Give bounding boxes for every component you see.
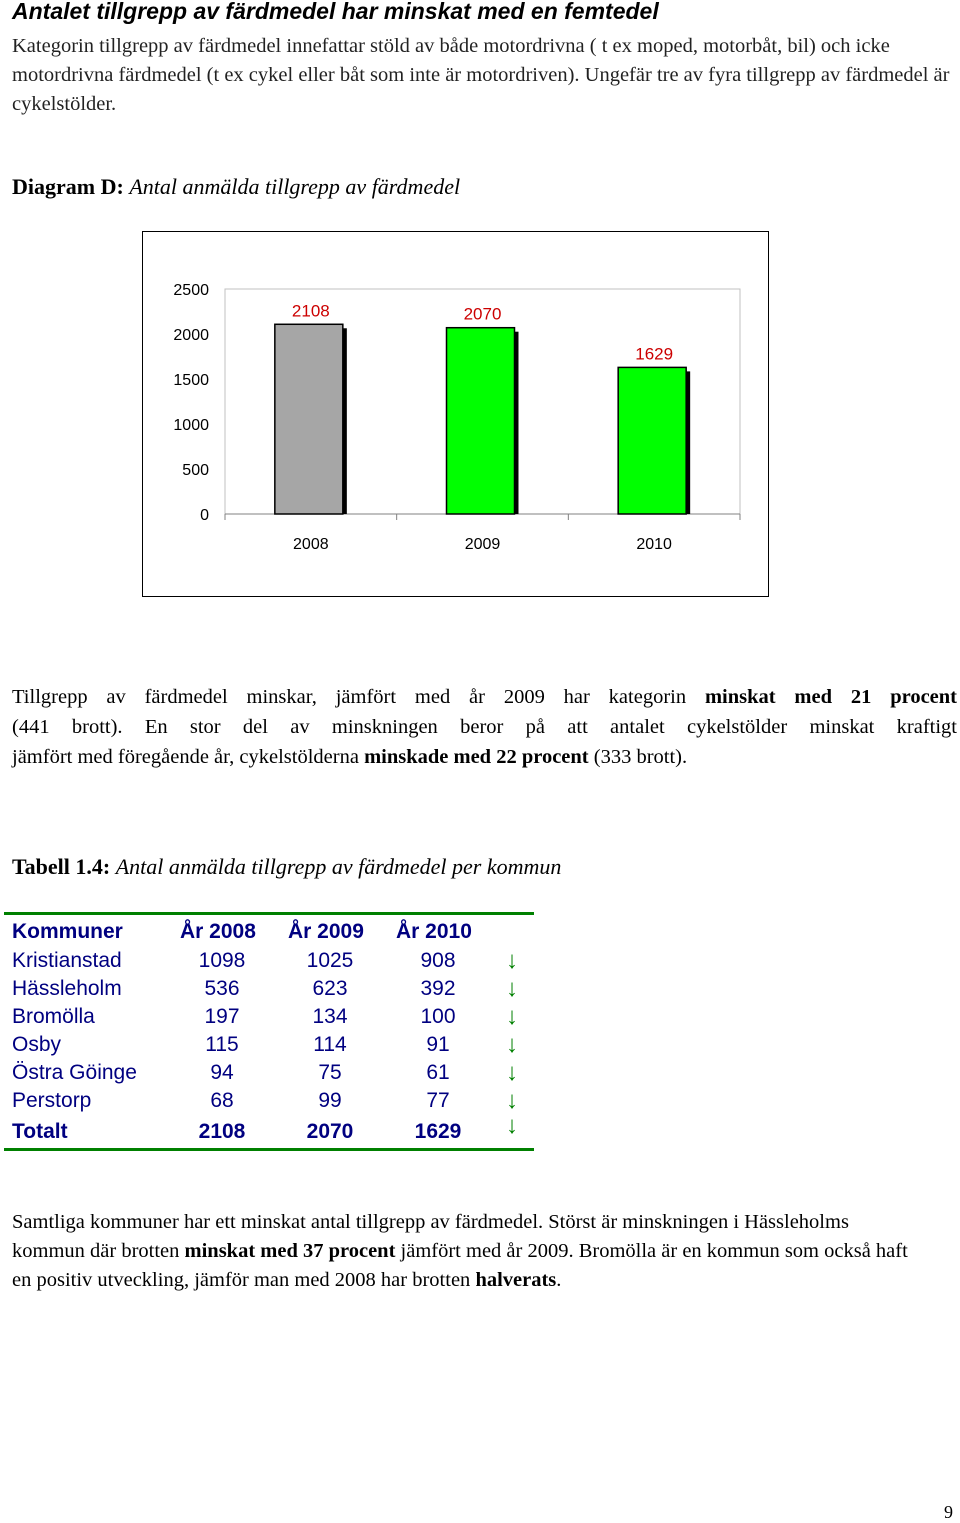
row-name: Perstorp (12, 1089, 92, 1112)
row-value-2010: 77 (426, 1089, 450, 1112)
total-label: Totalt (12, 1120, 68, 1143)
summary-text-e: . (556, 1269, 562, 1291)
row-value-2008: 1098 (198, 949, 246, 972)
table-row (4, 1003, 534, 1031)
table-bottom-rule (4, 1148, 534, 1151)
table-row (4, 947, 534, 975)
row-name: Östra Göinge (12, 1061, 137, 1084)
page-heading: Antalet tillgrepp av färdmedel har minskat med en femtedel (12, 0, 659, 24)
analysis-emphasis-2: minskade med 22 procent (364, 746, 589, 768)
y-tick-label: 2500 (173, 282, 209, 299)
analysis-text-2a: (441 brott). En stor del av minskningen beror på att antalet cykelstölder minskat kraftigt (12, 716, 957, 738)
row-value-2008: 68 (210, 1089, 234, 1112)
y-tick-label: 1000 (173, 417, 209, 434)
row-value-2008: 536 (204, 977, 240, 1000)
down-arrow-icon: ↓ (506, 1112, 518, 1139)
down-arrow-icon: ↓ (506, 975, 518, 1002)
y-tick-label: 500 (182, 462, 209, 479)
down-arrow-icon: ↓ (506, 1031, 518, 1058)
y-tick-label: 1500 (173, 372, 209, 389)
bar-value-label: 2070 (463, 304, 502, 324)
x-tick-label: 2010 (636, 536, 672, 553)
table-caption (12, 854, 561, 880)
diagram-caption-label: Diagram D: (12, 174, 124, 199)
bar (618, 367, 686, 514)
x-tick-label: 2009 (464, 536, 501, 553)
table-caption-title: Antal anmälda tillgrepp av färdmedel per kommun (115, 854, 562, 879)
diagram-caption-title: Antal anmälda tillgrepp av färdmedel (129, 174, 461, 199)
table-header-row (4, 918, 534, 946)
analysis-text-3c: (333 brott). (588, 746, 688, 768)
row-value-2009: 114 (313, 1033, 347, 1056)
bar-value-label: 2108 (291, 301, 330, 321)
bar-value-label: 1629 (635, 344, 674, 364)
row-value-2010: 908 (420, 949, 456, 972)
bar-chart (142, 231, 769, 597)
bar (447, 328, 515, 514)
row-value-2008: 94 (210, 1061, 234, 1084)
table-caption-label: Tabell 1.4: (12, 854, 111, 879)
table-top-rule (4, 912, 534, 915)
table-total-row (4, 1112, 534, 1146)
row-name: Osby (12, 1033, 62, 1056)
table-row (4, 1031, 534, 1059)
row-name: Bromölla (12, 1005, 95, 1028)
down-arrow-icon: ↓ (506, 1059, 518, 1086)
row-name: Kristianstad (12, 949, 122, 972)
analysis-paragraph (12, 682, 957, 772)
bar-chart-svg (143, 232, 768, 596)
diagram-caption (12, 174, 460, 200)
table-row (4, 1059, 534, 1087)
analysis-emphasis-1: minskat med 21 procent (704, 686, 957, 708)
summary-emphasis-2: halverats (475, 1269, 557, 1291)
row-value-2010: 91 (426, 1033, 450, 1056)
row-value-2009: 75 (318, 1061, 342, 1084)
row-value-2010: 61 (426, 1061, 450, 1084)
analysis-text-3a: jämfört med föregående år, cykelstölderna (12, 746, 365, 768)
row-value-2010: 392 (420, 977, 456, 1000)
total-value-2009: 2070 (306, 1120, 354, 1143)
page-number: 9 (944, 1502, 953, 1522)
summary-text-a: Samtliga kommuner har ett minskat antal tillgrepp av färdmedel. Störst är minskningen i Hässleholms kommun där brotten (12, 1211, 849, 1262)
header-year-2010: År 2010 (396, 920, 472, 943)
table-row (4, 975, 534, 1003)
row-value-2008: 115 (205, 1033, 239, 1056)
intro-paragraph: Kategorin tillgrepp av färdmedel innefattar stöld av både motordrivna ( t ex moped, motorbåt, bil) och icke motordrivna färdmedel (t ex cykel eller båt som inte är motordriven). Ungefär tre av fyra tillgrepp av färdmedel är cykelstölder. (12, 35, 950, 115)
down-arrow-icon: ↓ (506, 947, 518, 974)
down-arrow-icon: ↓ (506, 1003, 518, 1030)
total-value-2008: 2108 (198, 1120, 246, 1143)
analysis-line-3 (12, 742, 957, 772)
row-name: Hässleholm (12, 977, 122, 1000)
row-value-2009: 623 (312, 977, 348, 1000)
summary-text-c: jämfört med år 2009. Bromölla är en kommun som också haft en positiv utveckling, jämför man med 2008 har brotten (12, 1240, 908, 1291)
y-tick-label: 0 (200, 507, 209, 524)
analysis-line-2 (12, 712, 957, 742)
row-value-2010: 100 (420, 1005, 456, 1028)
header-kommuner: Kommuner (12, 920, 123, 943)
row-value-2009: 134 (312, 1005, 348, 1028)
y-tick-label: 2000 (173, 327, 209, 344)
table-row (4, 1087, 534, 1115)
header-year-2009: År 2009 (288, 920, 364, 943)
row-value-2009: 99 (318, 1089, 342, 1112)
summary-paragraph (12, 1208, 922, 1295)
summary-emphasis-1: minskat med 37 procent (184, 1240, 396, 1262)
row-value-2008: 197 (204, 1005, 240, 1028)
down-arrow-icon: ↓ (506, 1087, 518, 1114)
total-value-2010: 1629 (414, 1120, 462, 1143)
bar (275, 324, 343, 514)
x-tick-label: 2008 (293, 536, 329, 553)
analysis-text-1a: Tillgrepp av färdmedel minskar, jämfört med år 2009 har kategorin (12, 686, 705, 708)
row-value-2009: 1025 (306, 949, 354, 972)
header-year-2008: År 2008 (180, 920, 256, 943)
analysis-line-1 (12, 682, 957, 712)
